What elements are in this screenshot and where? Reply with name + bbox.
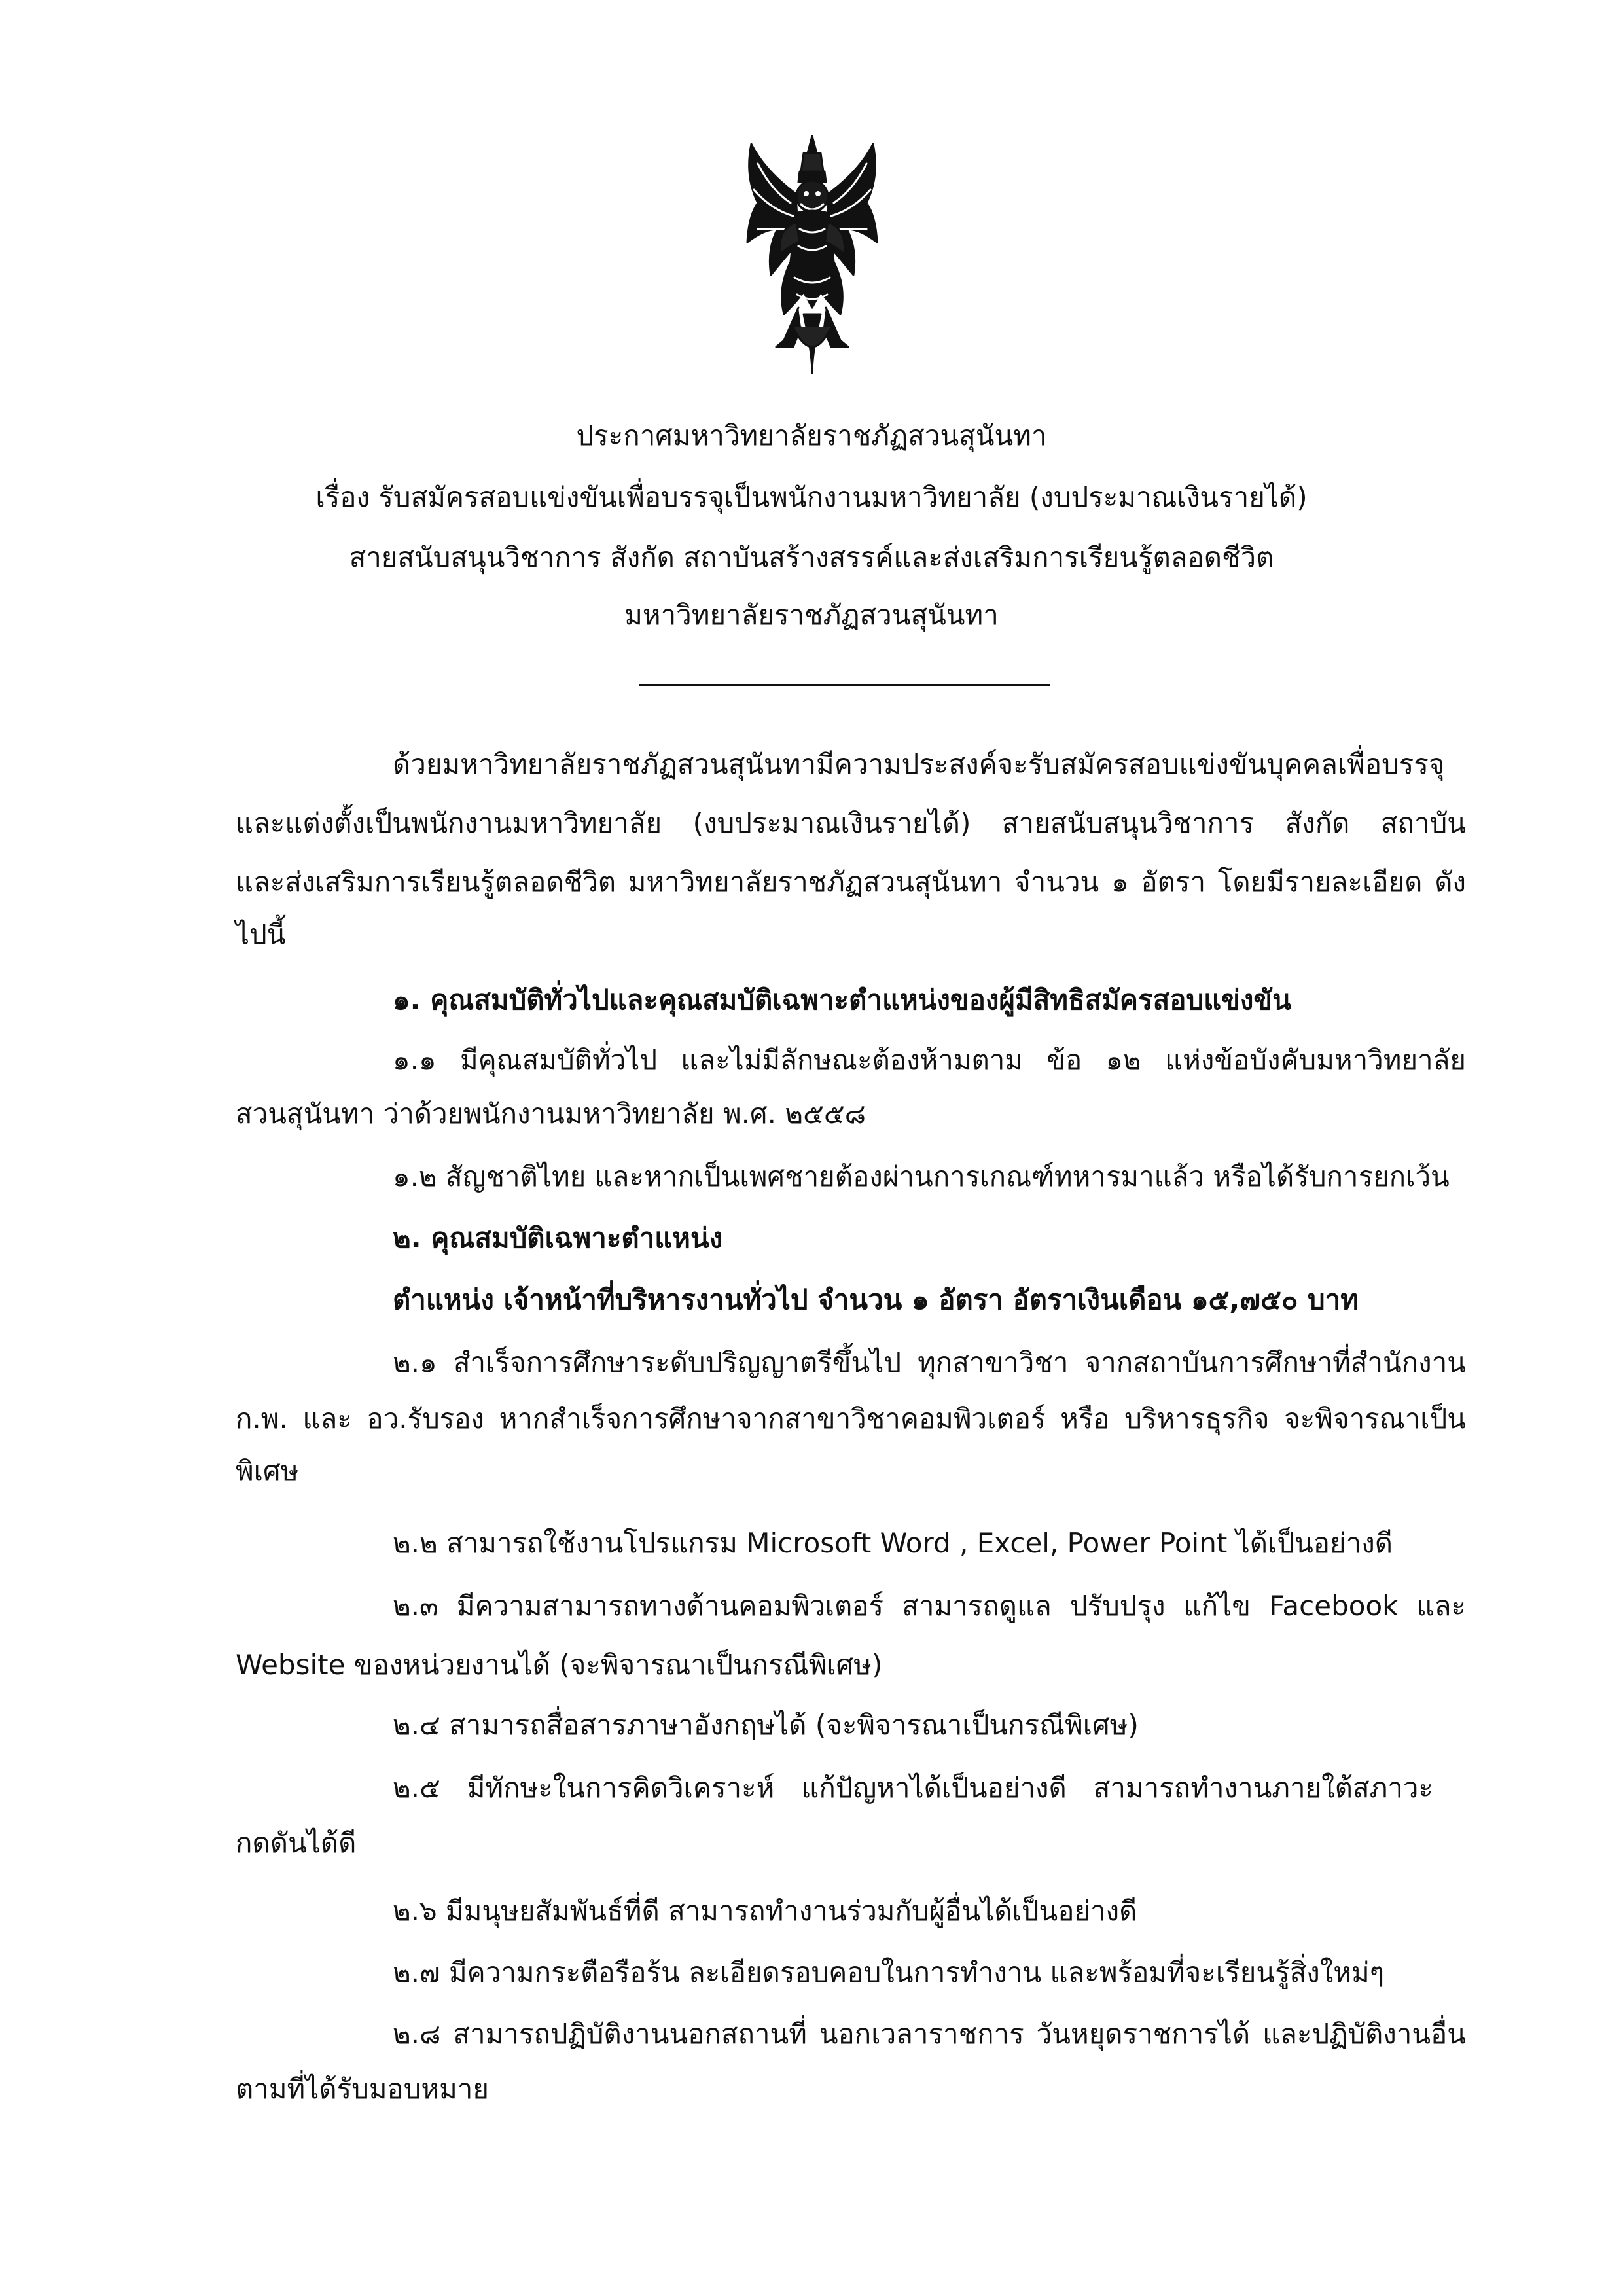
- announcement-university: มหาวิทยาลัยราชภัฏสวนสุนันทา: [624, 599, 999, 631]
- section-2-item-1-line-3: พิเศษ: [236, 1455, 299, 1487]
- intro-line-3: และส่งเสริมการเรียนรู้ตลอดชีวิต มหาวิทยาลัยราชภัฏสวนสุนันทา จำนวน ๑ อัตรา โดยมีรายละเอียด ดัง: [236, 866, 1466, 898]
- section-1-item-1-line-1: ๑.๑ มีคุณสมบัติทั่วไป และไม่มีลักษณะต้องห้ามตาม ข้อ ๑๒ แห่งข้อบังคับมหาวิทยาลัย: [393, 1044, 1466, 1076]
- garuda-emblem-icon: [738, 131, 886, 377]
- section-2-item-2: ๒.๒ สามารถใช้งานโปรแกรม Microsoft Word , Excel, Power Point ได้เป็นอย่างดี: [393, 1527, 1393, 1559]
- section-2-item-8-line-2: ตามที่ได้รับมอบหมาย: [236, 2073, 489, 2105]
- section-2-item-1-line-1: ๒.๑ สำเร็จการศึกษาระดับปริญญาตรีขึ้นไป ทุกสาขาวิชา จากสถาบันการศึกษาที่สำนักงาน: [393, 1346, 1466, 1378]
- intro-line-1: ด้วยมหาวิทยาลัยราชภัฏสวนสุนันทามีความประสงค์จะรับสมัครสอบแข่งขันบุคคลเพื่อบรรจุ: [393, 748, 1445, 780]
- section-2-item-7: ๒.๗ มีความกระตือรือร้น ละเอียดรอบคอบในการทำงาน และพร้อมที่จะเรียนรู้สิ่งใหม่ๆ: [393, 1956, 1385, 1988]
- announcement-title: ประกาศมหาวิทยาลัยราชภัฏสวนสุนันทา: [576, 420, 1047, 452]
- announcement-subject: เรื่อง รับสมัครสอบแข่งขันเพื่อบรรจุเป็นพนักงานมหาวิทยาลัย (งบประมาณเงินรายได้): [315, 481, 1308, 513]
- section-2-item-8-line-1: ๒.๘ สามารถปฏิบัติงานนอกสถานที่ นอกเวลาราชการ วันหยุดราชการได้ และปฏิบัติงานอื่น: [393, 2018, 1466, 2050]
- intro-line-4: ไปนี้: [236, 918, 286, 950]
- section-2-item-4: ๒.๔ สามารถสื่อสารภาษาอังกฤษได้ (จะพิจารณาเป็นกรณีพิเศษ): [393, 1709, 1139, 1741]
- section-2-item-3-line-1: ๒.๓ มีความสามารถทางด้านคอมพิวเตอร์ สามารถดูแล ปรับปรุง แก้ไข Facebook และ: [393, 1590, 1466, 1622]
- intro-line-2: และแต่งตั้งเป็นพนักงานมหาวิทยาลัย (งบประมาณเงินรายได้) สายสนับสนุนวิชาการ สังกัด สถาบัน: [236, 807, 1466, 839]
- section-2-item-3-line-2: Website ของหน่วยงานได้ (จะพิจารณาเป็นกรณีพิเศษ): [236, 1649, 883, 1681]
- header-divider: [639, 684, 1050, 686]
- position-title: ตำแหน่ง เจ้าหน้าที่บริหารงานทั่วไป จำนวน ๑ อัตรา อัตราเงินเดือน ๑๕,๗๕๐ บาท: [393, 1283, 1359, 1316]
- section-2-item-6: ๒.๖ มีมนุษยสัมพันธ์ที่ดี สามารถทำงานร่วมกับผู้อื่นได้เป็นอย่างดี: [393, 1895, 1137, 1927]
- section-1-item-2: ๑.๒ สัญชาติไทย และหากเป็นเพศชายต้องผ่านการเกณฑ์ทหารมาแล้ว หรือได้รับการยกเว้น: [393, 1160, 1450, 1193]
- section-2-item-1-line-2: ก.พ. และ อว.รับรอง หากสำเร็จการศึกษาจากสาขาวิชาคอมพิวเตอร์ หรือ บริหารธุรกิจ จะพิจารณาเป็น: [236, 1403, 1466, 1435]
- section-2-heading: ๒. คุณสมบัติเฉพาะตำแหน่ง: [393, 1222, 723, 1254]
- section-1-item-1-line-2: สวนสุนันทา ว่าด้วยพนักงานมหาวิทยาลัย พ.ศ. ๒๕๕๘: [236, 1098, 866, 1130]
- announcement-department: สายสนับสนุนวิชาการ สังกัด สถาบันสร้างสรรค์และส่งเสริมการเรียนรู้ตลอดชีวิต: [349, 541, 1274, 573]
- section-2-item-5-line-2: กดดันได้ดี: [236, 1827, 357, 1859]
- section-2-item-5-line-1: ๒.๕ มีทักษะในการคิดวิเคราะห์ แก้ปัญหาได้เป็นอย่างดี สามารถทำงานภายใต้สภาวะ: [393, 1772, 1433, 1804]
- section-1-heading: ๑. คุณสมบัติทั่วไปและคุณสมบัติเฉพาะตำแหน่งของผู้มีสิทธิสมัครสอบแข่งขัน: [393, 984, 1291, 1016]
